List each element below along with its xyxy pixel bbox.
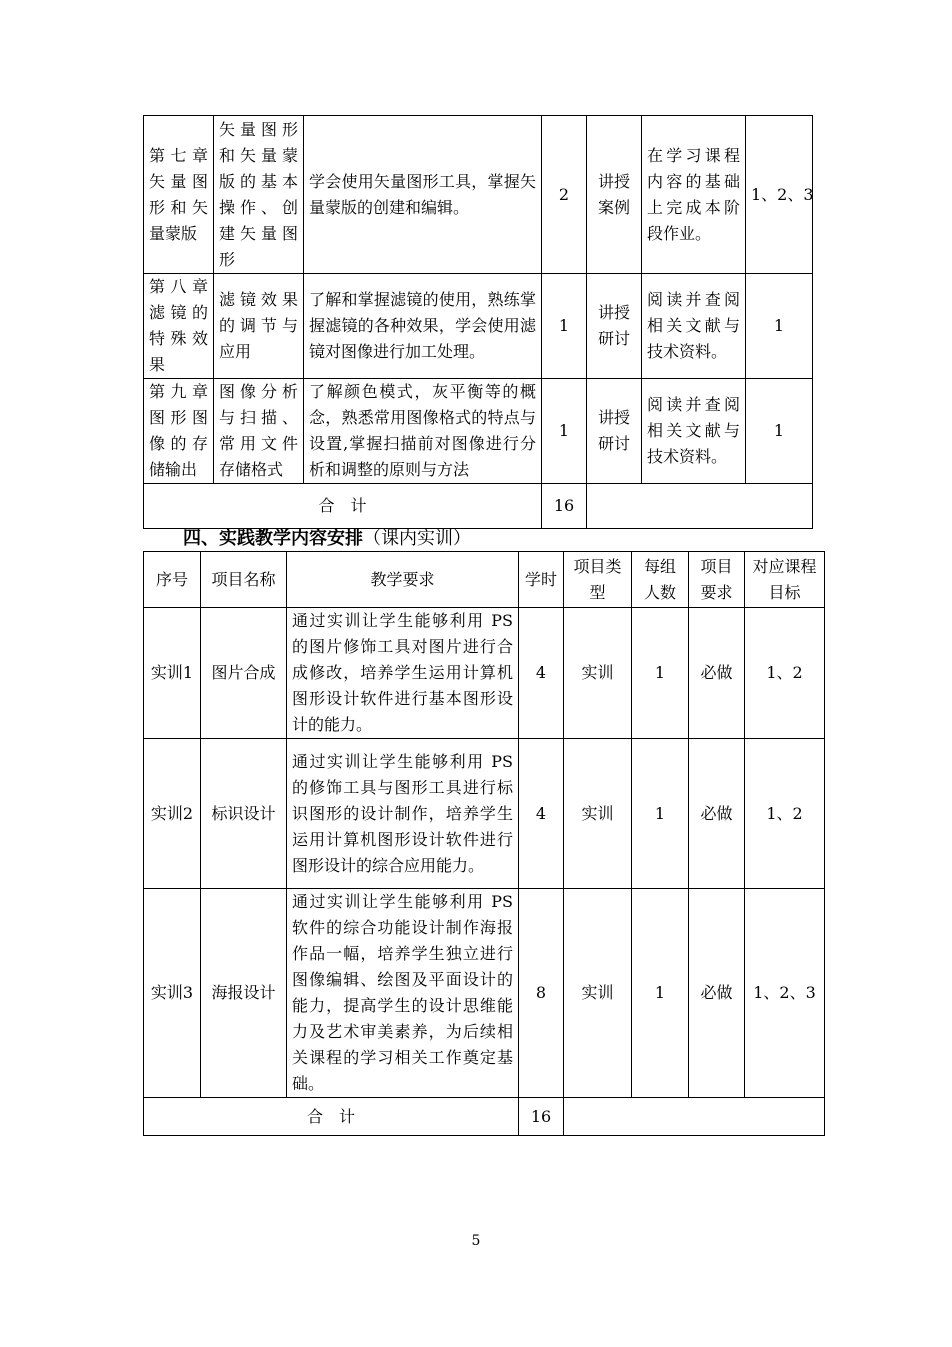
header-objectives: 对应课程目标 [745,552,825,608]
requirement-cell: 学会使用矢量图形工具，掌握矢量蒙版的创建和编辑。 [304,116,542,274]
header-group: 每组人数 [632,552,689,608]
name-cell: 图片合成 [201,608,287,739]
no-cell: 实训3 [144,889,201,1098]
header-no: 序号 [144,552,201,608]
total-empty-cell [564,1098,825,1136]
method-cell: 讲授研讨 [587,274,642,379]
total-hours: 16 [542,484,587,529]
hours-cell: 1 [542,274,587,379]
practice-schedule-table [143,551,825,1136]
header-name: 项目名称 [201,552,287,608]
header-type: 项目类型 [564,552,632,608]
req-type-cell: 必做 [689,889,745,1098]
no-cell: 实训1 [144,608,201,739]
assignment-cell: 阅读并查阅相关文献与技术资料。 [642,379,746,484]
header-row [144,552,825,608]
requirement-cell: 了解颜色模式，灰平衡等的概念，熟悉常用图像格式的特点与设置,掌握扫描前对图像进行分析和调整的原则与方法 [304,379,542,484]
method-cell: 讲授案例 [587,116,642,274]
table-row [144,379,813,484]
no-cell: 实训2 [144,739,201,889]
group-cell: 1 [632,889,689,1098]
objectives-cell: 1 [746,274,813,379]
chapter-cell: 第九章图形图像的存储输出 [144,379,214,484]
topics-cell: 图像分析与扫描、常用文件存储格式 [214,379,304,484]
objectives-cell: 1、2 [745,739,825,889]
chapter-cell: 第八章滤镜的特殊效果 [144,274,214,379]
method-cell: 讲授研讨 [587,379,642,484]
table-row [144,608,825,739]
requirement-cell: 通过实训让学生能够利用 PS 软件的综合功能设计制作海报作品一幅，培养学生独立进行图像编辑、绘图及平面设计的能力，提高学生的设计思维能力及艺术审美素养，为后续相关课程的学习相关工作奠定基础。 [287,889,519,1098]
type-cell: 实训 [564,889,632,1098]
table-row [144,889,825,1098]
assignment-cell: 在学习课程内容的基础上完成本阶段作业。 [642,116,746,274]
table-row [144,116,813,274]
total-row [144,484,813,529]
page-number: 5 [471,1233,481,1249]
section-heading [183,527,471,551]
total-empty-cell [587,484,813,529]
hours-cell: 2 [542,116,587,274]
table-row [144,739,825,889]
header-hours: 学时 [519,552,564,608]
theory-schedule-table [143,115,813,529]
total-label: 合 计 [144,484,542,529]
hours-cell: 4 [519,608,564,739]
group-cell: 1 [632,739,689,889]
assignment-cell: 阅读并查阅相关文献与技术资料。 [642,274,746,379]
name-cell: 标识设计 [201,739,287,889]
topics-cell: 滤镜效果的调节与应用 [214,274,304,379]
requirement-cell: 通过实训让学生能够利用 PS 的修饰工具与图形工具进行标识图形的设计制作，培养学生运用计算机图形设计软件进行图形设计的综合应用能力。 [287,739,519,889]
group-cell: 1 [632,608,689,739]
total-label: 合 计 [144,1098,519,1136]
hours-cell: 4 [519,739,564,889]
type-cell: 实训 [564,608,632,739]
section-title-note: （课内实训） [363,528,471,549]
requirement-cell: 了解和掌握滤镜的使用，熟练掌握滤镜的各种效果，学会使用滤镜对图像进行加工处理。 [304,274,542,379]
section-title: 四、实践教学内容安排 [183,528,363,549]
objectives-cell: 1 [746,379,813,484]
total-hours: 16 [519,1098,564,1136]
req-type-cell: 必做 [689,608,745,739]
chapter-cell: 第七章矢量图形和矢量蒙版 [144,116,214,274]
header-requirement: 教学要求 [287,552,519,608]
total-row [144,1098,825,1136]
header-req-type: 项目要求 [689,552,745,608]
name-cell: 海报设计 [201,889,287,1098]
hours-cell: 1 [542,379,587,484]
objectives-cell: 1、2、3 [745,889,825,1098]
topics-cell: 矢量图形和矢量蒙版的基本操作、创建矢量图形 [214,116,304,274]
type-cell: 实训 [564,739,632,889]
objectives-cell: 1、2 [745,608,825,739]
objectives-cell: 1、2、3 [746,116,813,274]
req-type-cell: 必做 [689,739,745,889]
requirement-cell: 通过实训让学生能够利用 PS 的图片修饰工具对图片进行合成修改，培养学生运用计算机图形设计软件进行基本图形设计的能力。 [287,608,519,739]
table-row [144,274,813,379]
hours-cell: 8 [519,889,564,1098]
